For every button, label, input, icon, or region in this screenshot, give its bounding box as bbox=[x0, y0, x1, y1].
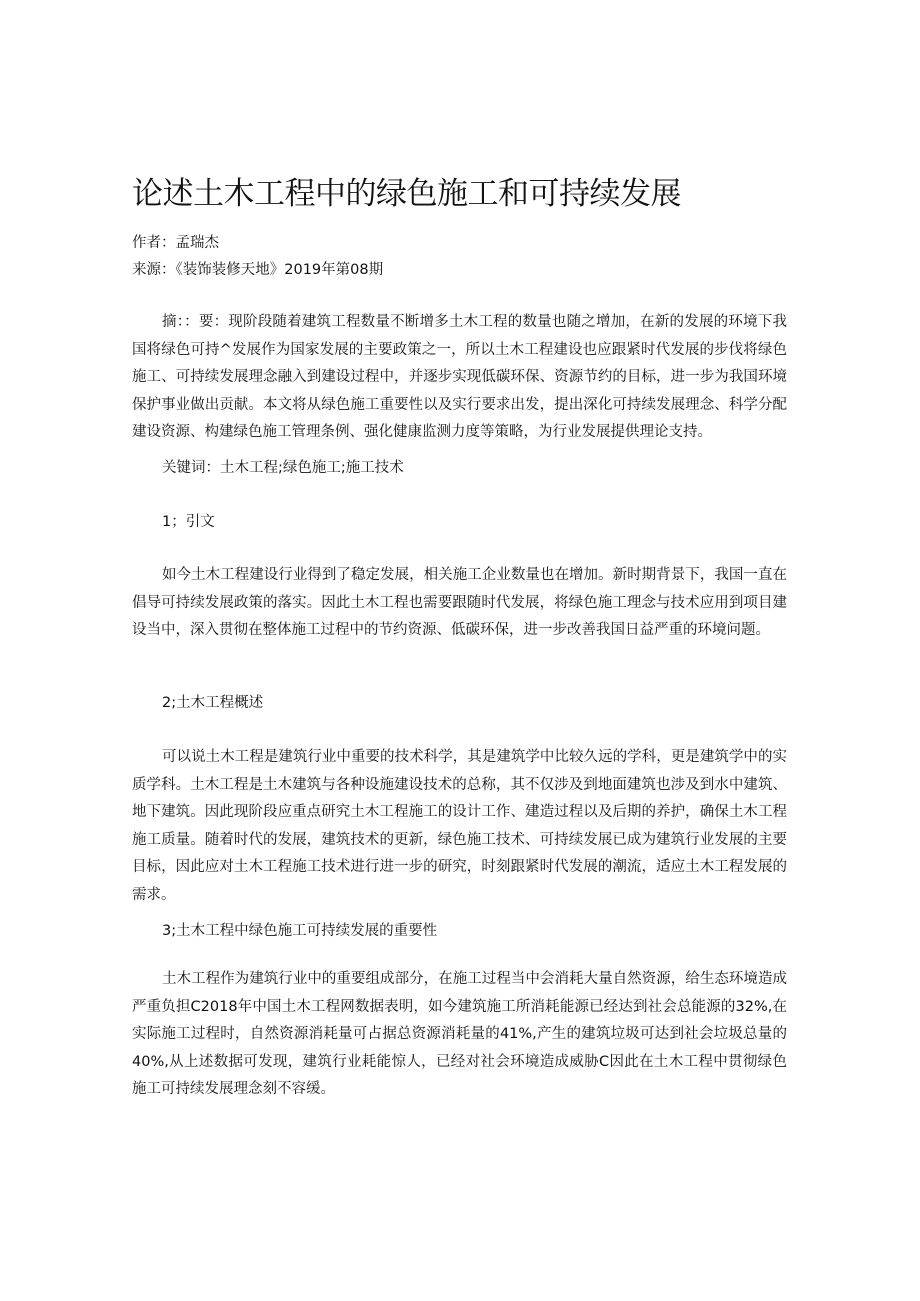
author-line: 作者：孟瑞杰 bbox=[132, 235, 219, 251]
abstract-paragraph: 摘：：要：现阶段随着建筑工程数量不断增多土木工程的数量也随之增加，在新的发展的环境下我国将绿色可持^发展作为国家发展的主要政策之一，所以土木工程建设也应跟紧时代发展的步伐将绿色施工、可持续发展理念融入到建设过程中，并逐步实现低碳环保、资源节约的目标，进一步为我国环境保护事业做出贡献。本文将从绿色施工重要性以及实行要求出发，提出深化可持续发展理念、科学分配建设资源、构建绿色施工管理条例、强化健康监测力度等策略，为行业发展提供理论支持。 bbox=[132, 314, 787, 440]
source-line: 来源：《装饰装修天地》2019年第08期 bbox=[132, 262, 384, 278]
section-heading-importance: 3;土木工程中绿色施工可持续发展的重要性 bbox=[162, 923, 438, 939]
page-title: 论述土木工程中的绿色施工和可持续发展 bbox=[132, 176, 681, 212]
keywords-line: 关键词：土木工程;绿色施工;施工技术 bbox=[162, 460, 404, 476]
section-heading-introduction: 1；引文 bbox=[162, 514, 215, 530]
section-paragraph-introduction: 如今土木工程建设行业得到了稳定发展，相关施工企业数量也在增加。新时期背景下，我国一直在倡导可持续发展政策的落实。因此土木工程也需要跟随时代发展，将绿色施工理念与技术应用到项目建设当中，深入贯彻在整体施工过程中的节约资源、低碳环保，进一步改善我国日益严重的环境问题。 bbox=[132, 567, 787, 638]
section-heading-overview: 2;土木工程概述 bbox=[162, 695, 264, 711]
section-paragraph-importance: 土木工程作为建筑行业中的重要组成部分，在施工过程当中会消耗大量自然资源，给生态环境造成严重负担C2018年中国土木工程网数据表明，如今建筑施工所消耗能源已经达到社会总能源的32%,在实际施工过程时，自然资源消耗量可占据总资源消耗量的41%,产生的建筑垃圾可达到社会垃圾总量的40%,从上述数据可发现，建筑行业耗能惊人，已经对社会环境造成威胁C因此在土木工程中贯彻绿色施工可持续发展理念刻不容缓。 bbox=[132, 971, 787, 1097]
section-paragraph-overview: 可以说土木工程是建筑行业中重要的技术科学，其是建筑学中比较久远的学科，更是建筑学中的实质学科。土木工程是土木建筑与各种设施建设技术的总称，其不仅涉及到地面建筑也涉及到水中建筑、地下建筑。因此现阶段应重点研究土木工程施工的设计工作、建造过程以及后期的养护，确保土木工程施工质量。随着时代的发展，建筑技术的更新，绿色施工技术、可持续发展已成为建筑行业发展的主要目标，因此应对土木工程施工技术进行进一步的研究，时刻跟紧时代发展的潮流，适应土木工程发展的需求。 bbox=[132, 749, 787, 903]
